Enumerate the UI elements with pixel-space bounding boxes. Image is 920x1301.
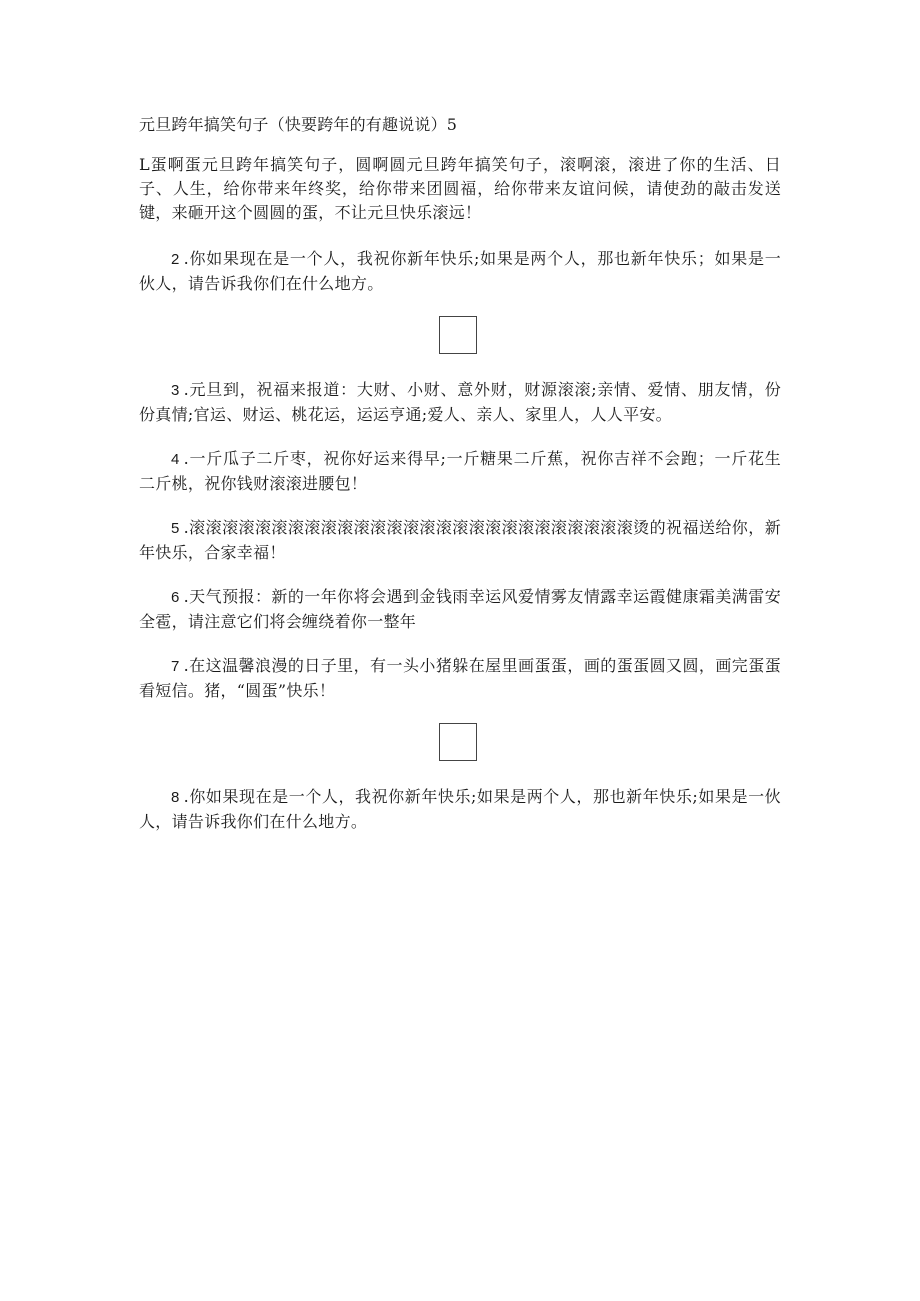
paragraph-3 [139, 378, 781, 427]
paragraph-1 [139, 153, 781, 225]
paragraph-text: .你如果现在是一个人，我祝你新年快乐;如果是两个人，那也新年快乐;如果是一伙人，请告诉我你们在什么地方。 [139, 787, 781, 831]
paragraph-6 [139, 585, 781, 634]
paragraph-text: .元旦到，祝福来报道：大财、小财、意外财，财源滚滚;亲情、爱情、朋友情，份份真情;官运、财运、桃花运，运运亨通;爱人、亲人、家里人，人人平安。 [139, 380, 781, 424]
paragraph-number: 2 [171, 251, 180, 268]
paragraph-text: .一斤瓜子二斤枣，祝你好运来得早;一斤糖果二斤蕉，祝你吉祥不会跑；一斤花生二斤桃，祝你钱财滚滚进腰包！ [139, 449, 781, 493]
paragraph-4 [139, 447, 781, 496]
paragraph-5 [139, 516, 781, 565]
paragraph-number: 8 [171, 789, 180, 806]
paragraph-text: .滚滚滚滚滚滚滚滚滚滚滚滚滚滚滚滚滚滚滚滚滚滚滚滚滚滚滚烫的祝福送给你，新年快乐，合家幸福！ [139, 518, 781, 562]
paragraph-text: .你如果现在是一个人，我祝你新年快乐;如果是两个人，那也新年快乐；如果是一伙人，请告诉我你们在什么地方。 [139, 249, 781, 293]
paragraph-7 [139, 654, 781, 703]
paragraph-text: L蛋啊蛋元旦跨年搞笑句子，圆啊圆元旦跨年搞笑句子，滚啊滚，滚进了你的生活、日子、人生，给你带来年终奖，给你带来团圆福，给你带来友谊问候，请使劲的敲击发送键，来砸开这个圆圆的蛋，不让元旦快乐滚远！ [139, 155, 781, 222]
document-title: 元旦跨年搞笑句子（快要跨年的有趣说说）5 [139, 115, 458, 134]
image-placeholder [439, 316, 477, 354]
image-placeholder [439, 723, 477, 761]
paragraph-text: .在这温馨浪漫的日子里，有一头小猪躲在屋里画蛋蛋，画的蛋蛋圆又圆，画完蛋蛋看短信。猪，“圆蛋”快乐！ [139, 656, 781, 700]
document-body [139, 113, 781, 854]
paragraph-8 [139, 785, 781, 834]
paragraph-number: 4 [171, 451, 180, 468]
paragraph-number: 7 [171, 658, 180, 675]
paragraph-2 [139, 247, 781, 296]
paragraph-number: 6 [171, 589, 180, 606]
paragraph-number: 5 [171, 520, 180, 537]
paragraph-text: .天气预报：新的一年你将会遇到金钱雨幸运风爱情雾友情露幸运霞健康霜美满雷安全雹，请注意它们将会缠绕着你一整年 [139, 587, 781, 631]
paragraph-number: 3 [171, 382, 180, 399]
